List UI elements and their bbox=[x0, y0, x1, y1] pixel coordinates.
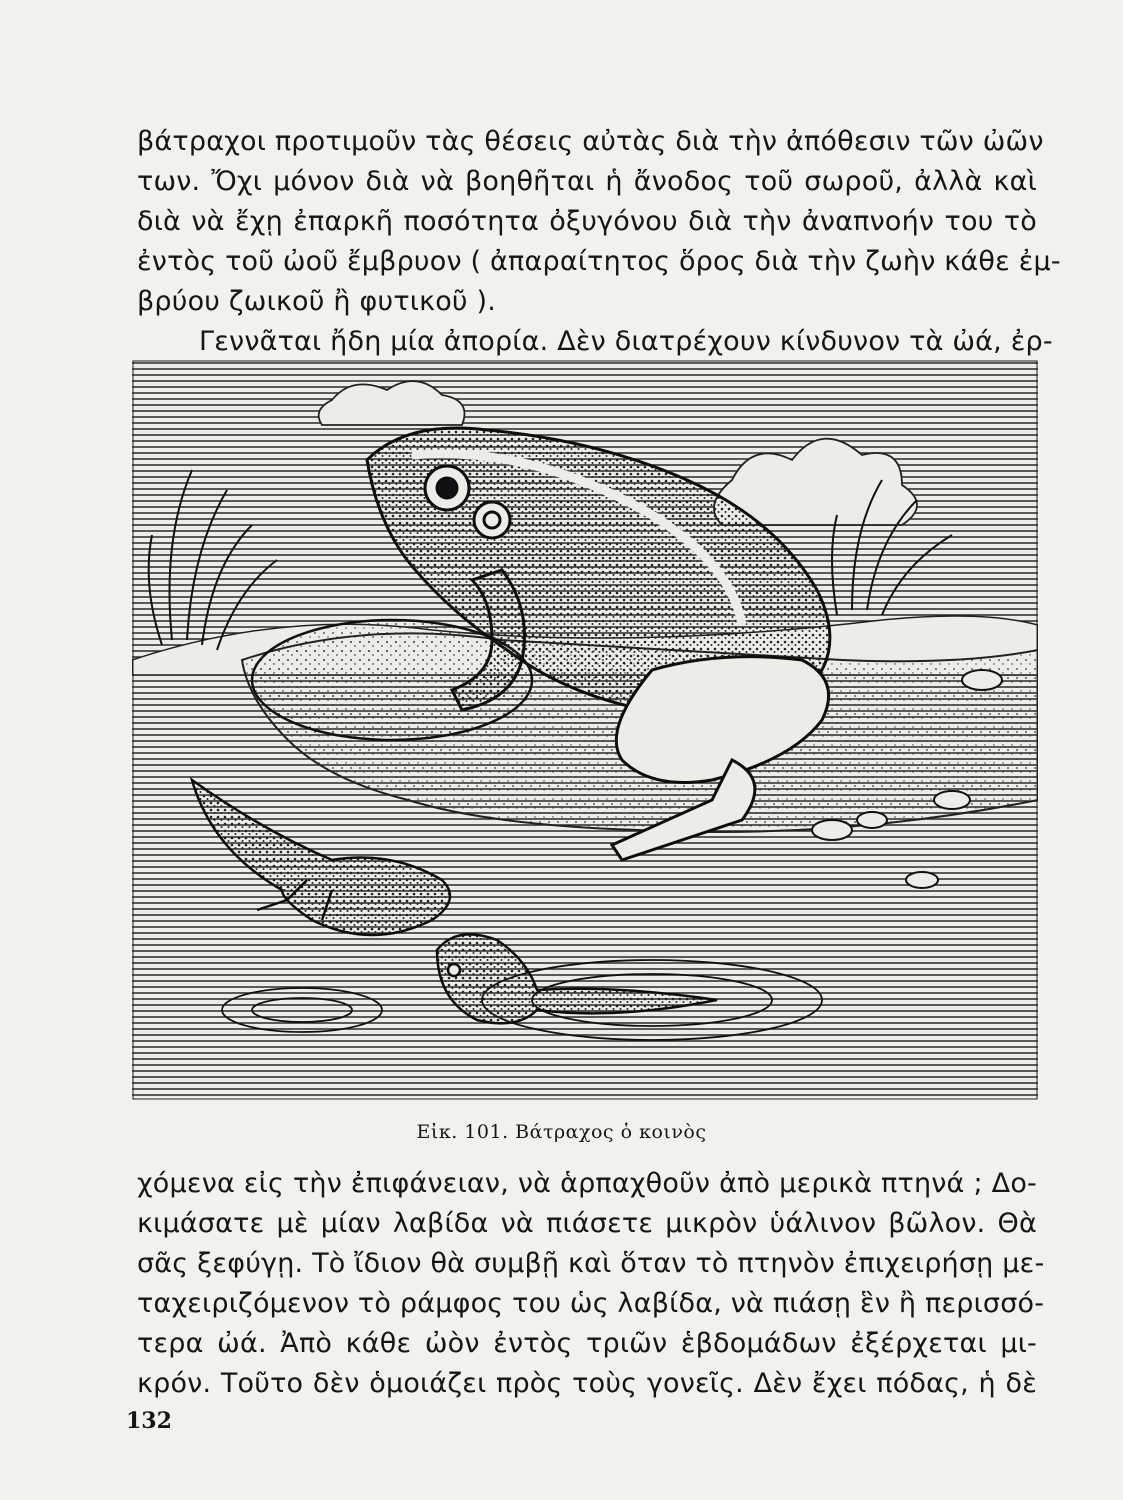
text-line: ἐντὸς τοῦ ὠοῦ ἔμβρυον ( ἀπαραίτητος ὅρος διὰ τὴν ζωὴν κάθε ἐμ- bbox=[137, 246, 1061, 277]
figure-caption: Εἰκ. 101. Βάτραχος ὁ κοινὸς bbox=[416, 1121, 707, 1143]
text-line: χόμενα εἰς τὴν ἐπιφάνειαν, νὰ ἁρπαχθοῦν ἀπὸ μερικὰ πτηνά ; Δο- bbox=[137, 1168, 1037, 1199]
text-line-paragraph-start: Γεννᾶται ἤδη μία ἀπορία. Δὲν διατρέχουν κίνδυνον τὰ ὠά, ἐρ- bbox=[199, 326, 1053, 357]
text-line: διὰ νὰ ἔχῃ ἐπαρκῆ ποσότητα ὀξυγόνου διὰ τὴν ἀναπνοήν του τὸ bbox=[137, 206, 1037, 237]
text-line: ταχειριζόμενον τὸ ράμφος του ὡς λαβίδα, νὰ πιάσῃ ἓν ἢ περισσό- bbox=[137, 1288, 1045, 1319]
text-line: των. Ὄχι μόνον διὰ νὰ βοηθῆται ἡ ἄνοδος τοῦ σωροῦ, ἀλλὰ καὶ bbox=[137, 166, 1037, 197]
text-line: βάτραχοι προτιμοῦν τὰς θέσεις αὐτὰς διὰ τὴν ἀπόθεσιν τῶν ὠῶν bbox=[137, 126, 1044, 157]
text-line: σᾶς ξεφύγῃ. Τὸ ἴδιον θὰ συμβῇ καὶ ὅταν τὸ πτηνὸν ἐπιχειρήσῃ με- bbox=[137, 1248, 1045, 1279]
text-line: τερα ὠά. Ἀπὸ κάθε ὠὸν ἐντὸς τριῶν ἑβδομάδων ἐξέρχεται μι- bbox=[137, 1328, 1037, 1359]
text-line: κρόν. Τοῦτο δὲν ὁμοιάζει πρὸς τοὺς γονεῖς. Δὲν ἔχει πόδας, ἡ δὲ bbox=[137, 1368, 1037, 1399]
body-text-bottom bbox=[137, 1164, 1045, 1404]
page-number: 132 bbox=[126, 1408, 172, 1434]
text-line: βρύου ζωικοῦ ἢ φυτικοῦ ). bbox=[137, 286, 497, 317]
body-text-top bbox=[137, 122, 1061, 362]
frog-illustration bbox=[132, 360, 1038, 1100]
text-line: κιμάσατε μὲ μίαν λαβίδα νὰ πιάσετε μικρὸν ὑάλινον βῶλον. Θὰ bbox=[137, 1208, 1037, 1239]
